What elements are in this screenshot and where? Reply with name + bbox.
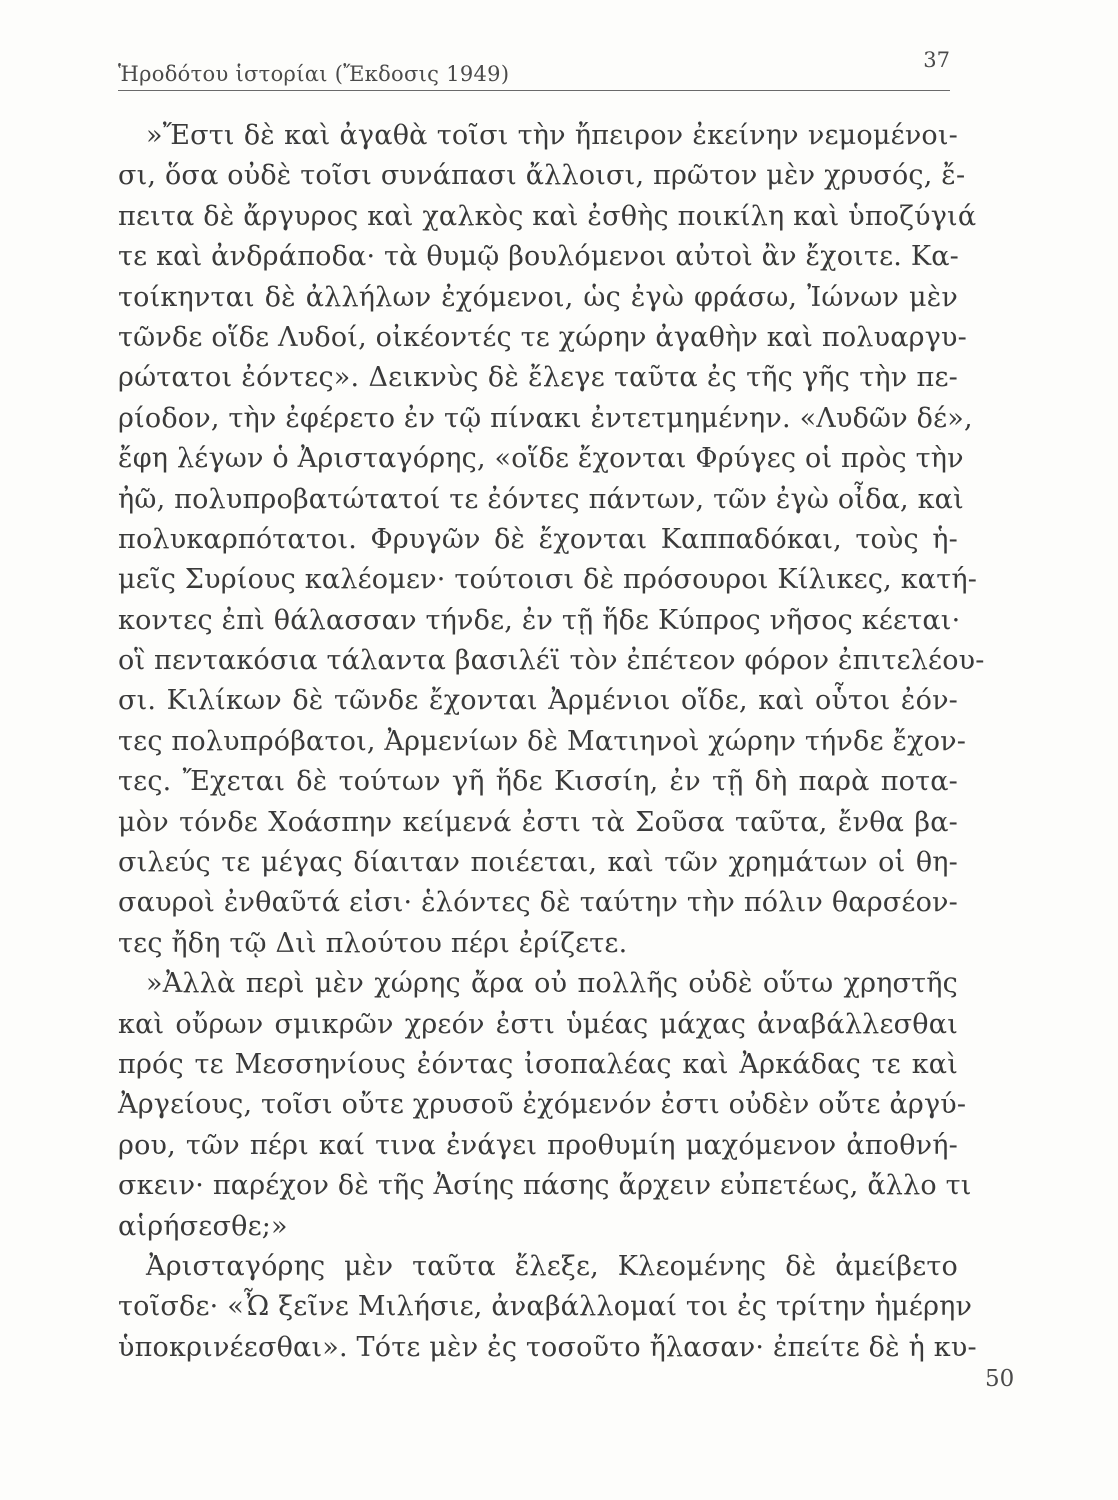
text-line: τοῖσδε· «Ὦ ξεῖνε Μιλήσιε, ἀναβάλλομαί τοι ἐς τρίτην ἡμέρην	[118, 1291, 973, 1323]
text-line: αἱρήσεσθε;»	[118, 1210, 288, 1242]
margin-line-number: 50	[985, 1366, 1015, 1392]
text-line: τε καὶ ἀνδράποδα· τὰ θυμῷ βουλόμενοι αὐτοὶ ἂν ἔχοιτε. Κα-	[118, 241, 959, 273]
text-line: »Ἀλλὰ περὶ μὲν χώρης ἄρα οὐ πολλῆς οὐδὲ οὕτω χρηστῆς	[146, 968, 958, 1000]
text-line: »Ἔστι δὲ καὶ ἀγαθὰ τοῖσι τὴν ἤπειρον ἐκείνην νεμομένοι-	[146, 120, 958, 151]
text-line: ὑποκρινέεσθαι». Τότε μὲν ἐς τοσοῦτο ἤλασαν· ἐπείτε δὲ ἡ κυ-	[118, 1331, 977, 1363]
text-line: καὶ οὔρων σμικρῶν χρεόν ἐστι ὑμέας μάχας ἀναβάλλεσθαι	[118, 1008, 958, 1040]
text-line: σιλεύς τε μέγας δίαιταν ποιέεται, καὶ τῶν χρημάτων οἱ θη-	[118, 847, 958, 879]
text-line: σαυροὶ ἐνθαῦτά εἰσι· ἑλόντες δὲ ταύτην τὴν πόλιν θαρσέον-	[118, 887, 958, 919]
text-line: τῶνδε οἵδε Λυδοί, οἰκέοντές τε χώρην ἀγαθὴν καὶ πολυαργυ-	[118, 321, 967, 353]
text-line: μεῖς Συρίους καλέομεν· τούτοισι δὲ πρόσουροι Κίλικες, κατή-	[118, 564, 978, 596]
text-line: σι. Κιλίκων δὲ τῶνδε ἔχονται Ἀρμένιοι οἵδε, καὶ οὗτοι ἐόν-	[118, 685, 958, 717]
text-line: μὸν τόνδε Χοάσπην κείμενά ἐστι τὰ Σοῦσα ταῦτα, ἔνθα βα-	[118, 806, 958, 838]
text-line: τες ἤδη τῷ Διὶ πλούτου πέρι ἐρίζετε.	[118, 927, 628, 959]
text-line: ρίοδον, τὴν ἐφέρετο ἐν τῷ πίνακι ἐντετμημένην. «Λυδῶν δέ»,	[118, 402, 973, 434]
text-line: τες. Ἔχεται δὲ τούτων γῆ ἥδε Κισσίη, ἐν τῇ δὴ παρὰ ποτα-	[118, 766, 958, 798]
running-head: Ἡροδότου ἱστορίαι (Ἔκδοσις 1949)	[118, 62, 510, 86]
text-line: ρου, τῶν πέρι καί τινα ἐνάγει προθυμίη μαχόμενον ἀποθνή-	[118, 1129, 958, 1161]
header-rule	[118, 90, 950, 91]
text-line: σκειν· παρέχον δὲ τῆς Ἀσίης πάσης ἄρχειν εὐπετέως, ἄλλο τι	[118, 1170, 972, 1202]
text-line: πειτα δὲ ἄργυρος καὶ χαλκὸς καὶ ἐσθὴς ποικίλη καὶ ὑποζύγιά	[118, 200, 977, 232]
text-line: σι, ὅσα οὐδὲ τοῖσι συνάπασι ἄλλοισι, πρῶτον μὲν χρυσός, ἔ-	[118, 160, 966, 192]
text-line: κοντες ἐπὶ θάλασσαν τήνδε, ἐν τῇ ἥδε Κύπρος νῆσος κέεται·	[118, 604, 961, 636]
text-body	[118, 116, 985, 1368]
text-line: πρός τε Μεσσηνίους ἐόντας ἰσοπαλέας καὶ Ἀρκάδας τε καὶ	[118, 1048, 958, 1080]
text-line: πολυκαρπότατοι. Φρυγῶν δὲ ἔχονται Καππαδόκαι, τοὺς ἡ-	[118, 523, 958, 555]
text-line: οἳ πεντακόσια τάλαντα βασιλέϊ τὸν ἐπέτεον φόρον ἐπιτελέου-	[118, 645, 985, 677]
text-line: τοίκηνται δὲ ἀλλήλων ἐχόμενοι, ὡς ἐγὼ φράσω, Ἰώνων μὲν	[118, 281, 958, 313]
page-header	[118, 48, 950, 94]
text-line: ἔφη λέγων ὁ Ἀρισταγόρης, «οἵδε ἔχονται Φρύγες οἱ πρὸς τὴν	[118, 443, 964, 475]
page-number: 37	[923, 48, 950, 72]
text-line: Ἀρισταγόρης μὲν ταῦτα ἔλεξε, Κλεομένης δὲ ἀμείβετο	[146, 1250, 958, 1282]
text-line: Ἀργείους, τοῖσι οὔτε χρυσοῦ ἐχόμενόν ἐστι οὐδὲν οὔτε ἀργύ-	[118, 1089, 967, 1121]
text-line: ρώτατοι ἐόντες». Δεικνὺς δὲ ἔλεγε ταῦτα ἐς τῆς γῆς τὴν πε-	[118, 362, 958, 394]
text-line: τες πολυπρόβατοι, Ἀρμενίων δὲ Ματιηνοὶ χώρην τήνδε ἔχον-	[118, 725, 967, 757]
text-line: ἠῶ, πολυπροβατώτατοί τε ἐόντες πάντων, τῶν ἐγὼ οἶδα, καὶ	[118, 483, 964, 515]
